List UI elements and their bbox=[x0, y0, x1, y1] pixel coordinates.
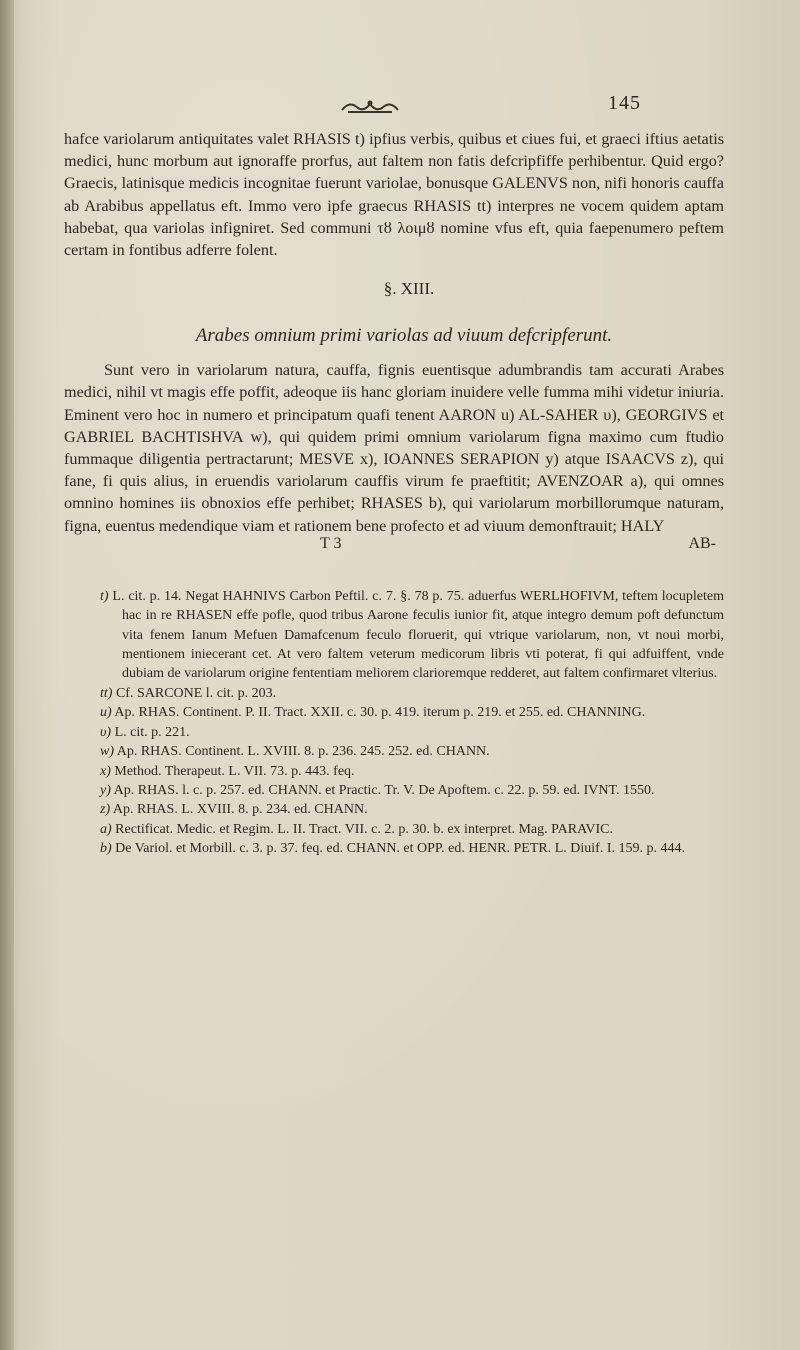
footnote: b) De Variol. et Morbill. c. 3. p. 37. feq. ed. CHANN. et OPP. ed. HENR. PETR. L. Diuif. I. 159. p. 444. bbox=[100, 841, 685, 857]
footnote: u) Ap. RHAS. Continent. P. II. Tract. XXII. c. 30. p. 419. iterum p. 219. et 255. ed. CHANNING. bbox=[100, 705, 646, 721]
footnote: t) L. cit. p. 14. Negat HAHNIVS Carbon Peftil. c. 7. §. 78 p. 75. aduerfus WERLHOFIVM, teftem locupletem hac in re RHASEN effe pofle, quod tribus Aarone feculis iunior fit, atque integro demum poft defunctum vita fenem Ianum Mefuen Damafcenum feculo floruerit, qui vtrique variolarum, non, vt noui morbi, mentionem iniecerant cet. At vero faltem veterum medicorum libris vti poterat, fi qui adfuiffent, vnde dubiam de variolarum origine fententiam meliorem clarioremque redderet, aut faltem confirmaret vlterius. bbox=[100, 588, 724, 682]
footnote: tt) Cf. SARCONE l. cit. p. 203. bbox=[100, 685, 277, 701]
footnote: y) Ap. RHAS. l. c. p. 257. ed. CHANN. et Practic. Tr. V. De Apoftem. c. 22. p. 59. ed. IVNT. 1550. bbox=[100, 782, 655, 798]
page-gutter bbox=[0, 0, 14, 1350]
footnote: a) Rectificat. Medic. et Regim. L. II. Tract. VII. c. 2. p. 30. b. ex interpret. Mag. PARAVIC. bbox=[100, 821, 614, 837]
footnote: w) Ap. RHAS. Continent. L. XVIII. 8. p. 236. 245. 252. ed. CHANN. bbox=[100, 744, 490, 760]
page-number: 145 bbox=[608, 92, 641, 114]
footnote: z) Ap. RHAS. L. XVIII. 8. p. 234. ed. CHANN. bbox=[100, 802, 368, 818]
signature-mark: T 3 bbox=[320, 534, 342, 552]
printer-ornament-icon bbox=[340, 98, 400, 116]
main-text bbox=[64, 128, 724, 859]
footnote: x) Method. Therapeut. L. VII. 73. p. 443. feq. bbox=[100, 763, 355, 779]
page-header bbox=[0, 92, 800, 122]
footnotes bbox=[64, 587, 724, 859]
catchword: AB- bbox=[688, 534, 716, 552]
paragraph-main-text: Sunt vero in variolarum natura, cauffa, fignis euentisque adumbrandis tam accurati Arabes medici, nihil vt magis effe poffit, adeoque iis hanc gloriam inuidere velle fumma mihi videtur iniuria. Eminent vero hoc in numero et principatum quafi tenent AARON u) AL-SAHER υ), GEORGIVS et GABRIEL BACHTISHVA w), qui quidem primi omnium variolarum figna maximo cum ftudio fummaque diligentia pertractarunt; MESVE x), IOANNES SERAPION y) atque ISAACVS z), qui fane, fi quis alius, in eruendis variolarum cauffis virum fe praeftitit; AVENZOAR a), qui omnes omnino homines iis obnoxios effe perhibet; RHASES b), qui variolarum morbillorumque naturam, figna, euentus medendique viam et rationem bene profecto et ad viuum demonftrauit; HALY bbox=[64, 361, 724, 535]
footnote: υ) L. cit. p. 221. bbox=[100, 724, 190, 740]
catch-line bbox=[64, 535, 724, 555]
paragraph-main bbox=[64, 359, 724, 537]
section-heading: Arabes omnium primi variolas ad viuum defcripferunt. bbox=[195, 325, 613, 347]
paragraph-continuation: hafce variolarum antiquitates valet RHASIS t) ipfius verbis, quibus et ciues fui, et graeci iftius aetatis medici, hunc morbum aut ignoraffe prorfus, aut faltem non fatis defcripfiffe perhibentur. Quid ergo? Graecis, latinisque medicis incognitae fuerunt variolae, bonusque GALENVS non, nifi honoris cauffa ab Arabibus appellatus eft. Immo vero ipfe graecus RHASIS tt) interpres ne vocem quidem aptam habebat, qua variolas infigniret. Sed communi τȣ λοιμȣ nomine vfus eft, quia faepenumero peftem certam in fontibus adferre folent. bbox=[64, 130, 724, 260]
section-number: §. XIII. bbox=[383, 279, 435, 299]
